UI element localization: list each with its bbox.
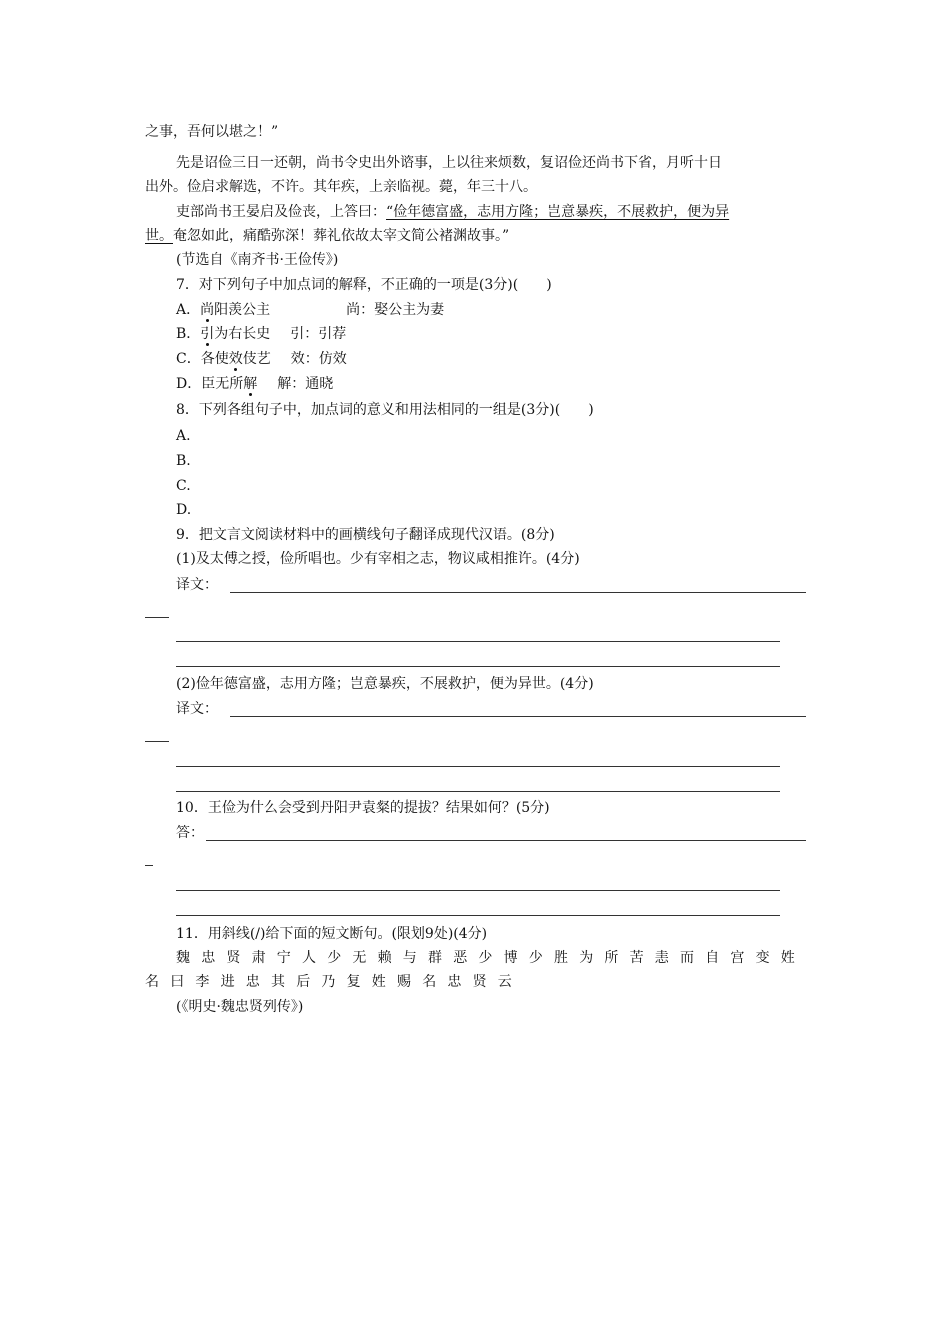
dotted-word: 尚	[200, 302, 215, 318]
passage-source: (节选自《南齐书·王俭传》)	[176, 252, 339, 268]
q9-sentence-1: (1)及太傅之授，俭所唱也。少有宰相之志，物议咸相推许。(4分)	[176, 551, 580, 567]
q8-option: D.	[176, 502, 192, 518]
q11-text-line: 名曰李进忠其后乃复姓赐名忠贤云	[145, 974, 523, 990]
q9-sentence-2: (2)俭年德富盛，志用方隆；岂意暴疾，不展救护，便为异世。(4分)	[176, 676, 594, 692]
passage-line: 出外。俭启求解选，不许。其年疾，上亲临视。薨，年三十八。	[145, 179, 537, 195]
passage-text: 奄忽如此，痛酷弥深！葬礼依故太宰文简公褚渊故事。”	[173, 228, 510, 244]
answer-line[interactable]	[176, 791, 780, 792]
q7-option-c: C．各使效伎艺 效：仿效	[176, 351, 347, 367]
passage-line	[145, 226, 509, 246]
underlined-sentence: “俭年德富盛，志用方隆；岂意暴疾，不展救护，便为异	[386, 204, 730, 220]
dotted-word: 效	[228, 351, 243, 367]
answer-line[interactable]	[176, 766, 780, 767]
answer-line[interactable]	[145, 741, 169, 742]
q7-option-b: B．引为右长史 引：引荐	[176, 326, 347, 342]
passage-line: 先是诏俭三日一还朝，尚书令史出外谘事，上以往来烦数，复诏俭还尚书下省，月听十日	[176, 155, 722, 171]
gloss: 解：通晓	[277, 376, 334, 392]
answer-line[interactable]	[145, 865, 153, 866]
passage-text: 吏部尚书王晏启及俭丧，上答曰：	[176, 204, 386, 220]
passage-line	[176, 202, 729, 222]
answer-line[interactable]	[145, 617, 169, 618]
dotted-word: 引	[200, 326, 215, 342]
answer-line[interactable]	[230, 592, 806, 593]
question-7-stem: 7．对下列句子中加点词的解释，不正确的一项是(3分)( )	[176, 277, 552, 293]
q8-option: B.	[176, 453, 191, 469]
underlined-sentence: 世。	[145, 228, 173, 244]
question-10-stem: 10．王俭为什么会受到丹阳尹袁粲的提拔？结果如何？(5分)	[176, 800, 550, 816]
q7-option-a: A．尚阳羡公主 尚：娶公主为妻	[176, 302, 445, 318]
answer-label: 答：	[176, 825, 204, 841]
question-11-stem: 11．用斜线(/)给下面的短文断句。(限划9处)(4分)	[176, 926, 488, 942]
answer-line[interactable]	[176, 890, 780, 891]
q8-option: C.	[176, 478, 191, 494]
answer-line[interactable]	[176, 641, 780, 642]
q7-option-d: D．臣无所解 解：通晓	[176, 376, 334, 392]
answer-label: 译文：	[176, 577, 218, 593]
q8-option: A.	[176, 428, 191, 444]
dotted-word: 解	[243, 376, 258, 392]
gloss: 尚：娶公主为妻	[346, 302, 445, 318]
answer-line[interactable]	[176, 666, 780, 667]
answer-label: 译文：	[176, 701, 218, 717]
gloss: 引：引荐	[290, 326, 347, 342]
q11-text-line: 魏忠贤肃宁人少无赖与群恶少博少胜为所苦恚而自宫变姓	[176, 950, 806, 966]
question-9-stem: 9．把文言文阅读材料中的画横线句子翻译成现代汉语。(8分)	[176, 527, 555, 543]
question-8-stem: 8．下列各组句子中，加点词的意义和用法相同的一组是(3分)( )	[176, 402, 594, 418]
answer-line[interactable]	[176, 915, 780, 916]
q11-source: (《明史·魏忠贤列传》)	[176, 999, 304, 1015]
passage-line: 之事，吾何以堪之！”	[145, 124, 279, 140]
answer-line[interactable]	[206, 840, 806, 841]
gloss: 效：仿效	[290, 351, 347, 367]
answer-line[interactable]	[230, 716, 806, 717]
